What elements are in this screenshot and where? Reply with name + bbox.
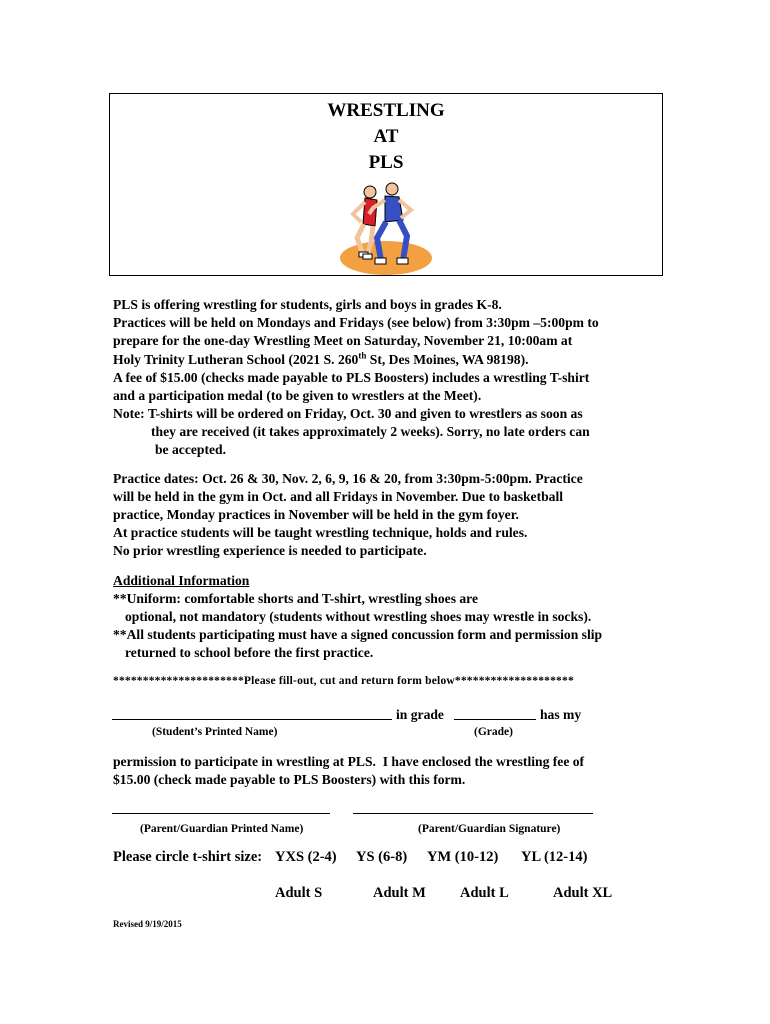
- in-grade-text: in grade: [396, 707, 444, 722]
- wrestlers-clipart-icon: [333, 180, 433, 276]
- intro-line-9: be accepted.: [155, 442, 226, 457]
- additional-line-2: optional, not mandatory (students without wrestling shoes may wrestle in socks).: [125, 609, 592, 624]
- size-yl[interactable]: YL (12-14): [521, 849, 588, 865]
- intro-line-5: A fee of $15.00 (checks made payable to PLS Boosters) includes a wrestling T-shirt: [113, 370, 590, 385]
- title-line-1: WRESTLING: [327, 100, 445, 121]
- tshirt-prompt: Please circle t-shirt size:: [113, 849, 263, 865]
- practice-line-3: practice, Monday practices in November will be held in the gym foyer.: [113, 507, 519, 522]
- header-box: [109, 93, 663, 276]
- parent-name-label: (Parent/Guardian Printed Name): [140, 823, 304, 835]
- student-name-label: (Student’s Printed Name): [152, 726, 278, 738]
- cut-line: **********************Please fill-out, cut and return form below********************: [113, 675, 574, 687]
- parent-signature-line[interactable]: [353, 813, 593, 814]
- intro-line-2: Practices will be held on Mondays and Fridays (see below) from 3:30pm –5:00pm to: [113, 315, 599, 330]
- size-ys[interactable]: YS (6-8): [356, 849, 408, 865]
- practice-line-5: No prior wrestling experience is needed to participate.: [113, 543, 427, 558]
- intro-line-8: they are received (it takes approximately 2 weeks). Sorry, no late orders can: [151, 424, 590, 439]
- size-adult-l[interactable]: Adult L: [460, 885, 509, 901]
- additional-line-3: **All students participating must have a signed concussion form and permission slip: [113, 627, 603, 642]
- student-name-line[interactable]: [112, 719, 392, 720]
- size-adult-s[interactable]: Adult S: [275, 885, 323, 901]
- size-yxs[interactable]: YXS (2-4): [275, 849, 337, 865]
- size-ym[interactable]: YM (10-12): [427, 849, 499, 865]
- additional-line-4: returned to school before the first practice.: [125, 645, 374, 660]
- practice-line-4: At practice students will be taught wrestling technique, holds and rules.: [113, 525, 528, 540]
- intro-line-6: and a participation medal (to be given to wrestlers at the Meet).: [113, 388, 482, 403]
- address-text-a: Holy Trinity Lutheran School (2021 S. 260: [113, 352, 359, 367]
- permission-line-2: $15.00 (check made payable to PLS Boosters) with this form.: [113, 772, 466, 787]
- revised-date: Revised 9/19/2015: [113, 919, 182, 929]
- practice-line-2: will be held in the gym in Oct. and all Fridays in November. Due to basketball: [113, 489, 564, 504]
- has-my-text: has my: [540, 707, 582, 722]
- address-text-b: St, Des Moines, WA 98198).: [366, 352, 529, 367]
- grade-label: (Grade): [474, 726, 513, 738]
- permission-line-1: permission to participate in wrestling at PLS. I have enclosed the wrestling fee of: [113, 754, 585, 769]
- title-line-2: AT: [373, 126, 399, 147]
- practice-line-1: Practice dates: Oct. 26 & 30, Nov. 2, 6, 9, 16 & 20, from 3:30pm-5:00pm. Practice: [113, 471, 583, 486]
- size-adult-m[interactable]: Adult M: [373, 885, 426, 901]
- address-superscript: th: [358, 350, 367, 361]
- grade-line[interactable]: [454, 719, 536, 720]
- parent-signature-label: (Parent/Guardian Signature): [418, 823, 561, 835]
- additional-line-1: **Uniform: comfortable shorts and T-shirt, wrestling shoes are: [113, 591, 479, 606]
- size-adult-xl[interactable]: Adult XL: [553, 885, 613, 901]
- title-line-3: PLS: [368, 152, 404, 173]
- intro-line-7: Note: T-shirts will be ordered on Friday, Oct. 30 and given to wrestlers as soon as: [113, 406, 583, 421]
- parent-name-line[interactable]: [112, 813, 330, 814]
- intro-line-3: prepare for the one-day Wrestling Meet on Saturday, November 21, 10:00am at: [113, 333, 573, 348]
- intro-line-1: PLS is offering wrestling for students, girls and boys in grades K-8.: [113, 297, 502, 312]
- intro-line-4: [113, 351, 529, 369]
- additional-heading: Additional Information: [113, 573, 250, 588]
